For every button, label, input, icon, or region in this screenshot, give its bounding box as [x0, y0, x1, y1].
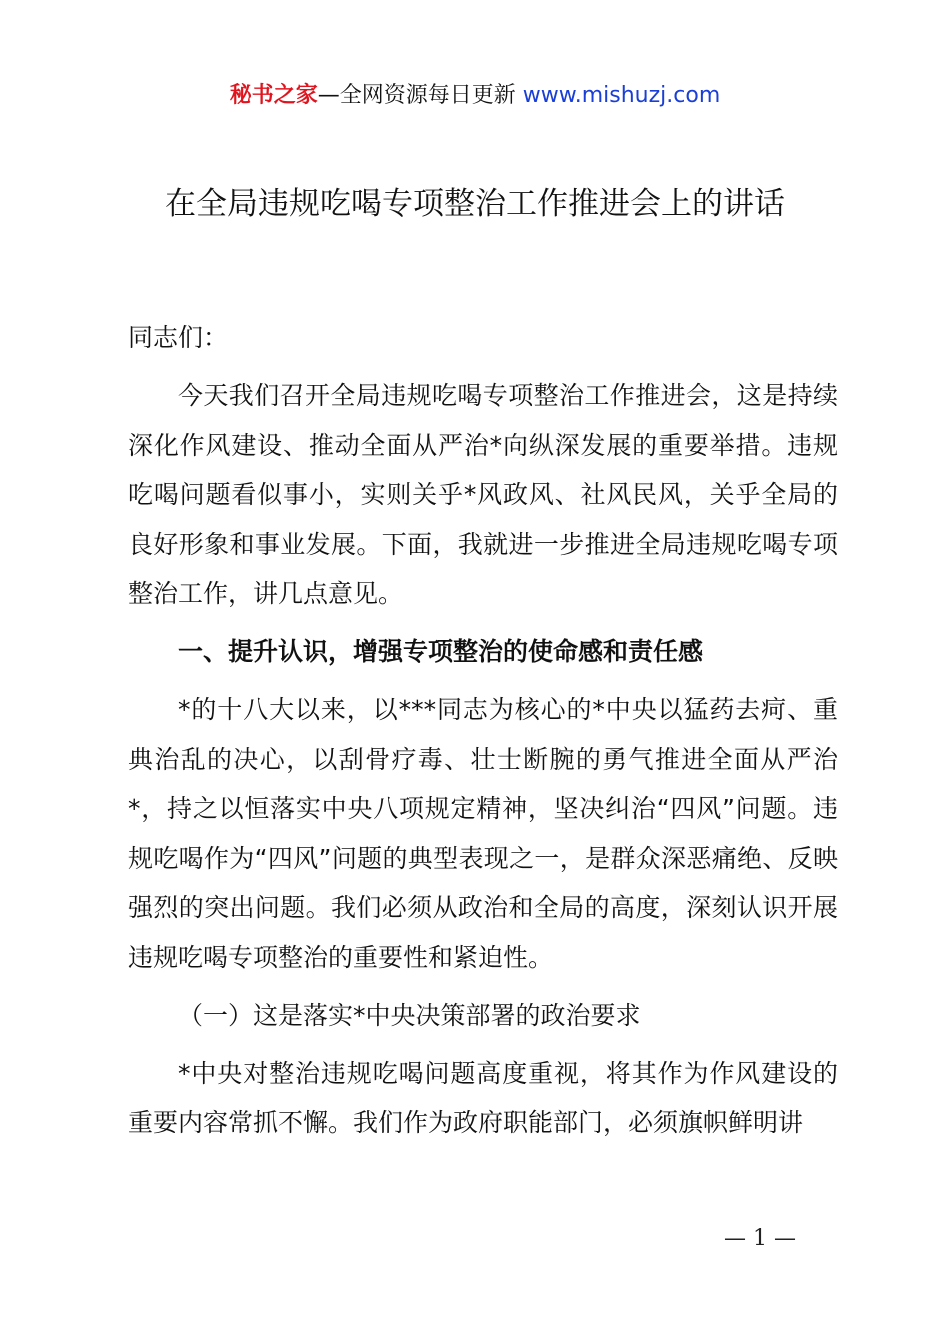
paragraph-section-1: *的十八大以来，以***同志为核心的*中央以猛药去疴、重典治乱的决心，以刮骨疗毒、壮士断腕的勇气推进全面从严治*，持之以恒落实中央八项规定精神，坚决纠治“四风”问题。违规吃喝作为“四风”问题的典型表现之一，是群众深恶痛绝、反映强烈的突出问题。我们必须从政治和全局的高度，深刻认识开展违规吃喝专项整治的重要性和紧迫性。 [128, 695, 838, 972]
site-url: www.mishuzj.com [515, 83, 721, 108]
site-tagline: —全网资源每日更新 [317, 83, 516, 108]
paragraph-subsection-1: *中央对整治违规吃喝问题高度重视，将其作为作风建设的重要内容常抓不懈。我们作为政府职能部门，必须旗帜鲜明讲 [128, 1058, 838, 1137]
page-number: — 1 — [724, 1226, 796, 1251]
document-body [128, 313, 838, 1148]
subsection-heading-1: （一）这是落实*中央决策部署的政治要求 [178, 1000, 641, 1030]
section-heading-1: 一、提升认识，增强专项整治的使命感和责任感 [178, 637, 704, 666]
document-title: 在全局违规吃喝专项整治工作推进会上的讲话 [165, 186, 785, 222]
site-header [0, 80, 950, 112]
salutation: 同志们： [128, 323, 229, 352]
site-brand: 秘书之家 [229, 83, 318, 108]
paragraph-intro: 今天我们召开全局违规吃喝专项整治工作推进会，这是持续深化作风建设、推动全面从严治*向纵深发展的重要举措。违规吃喝问题看似事小，实则关乎*风政风、社风民风，关乎全局的良好形象和事业发展。下面，我就进一步推进全局违规吃喝专项整治工作，讲几点意见。 [128, 381, 838, 608]
